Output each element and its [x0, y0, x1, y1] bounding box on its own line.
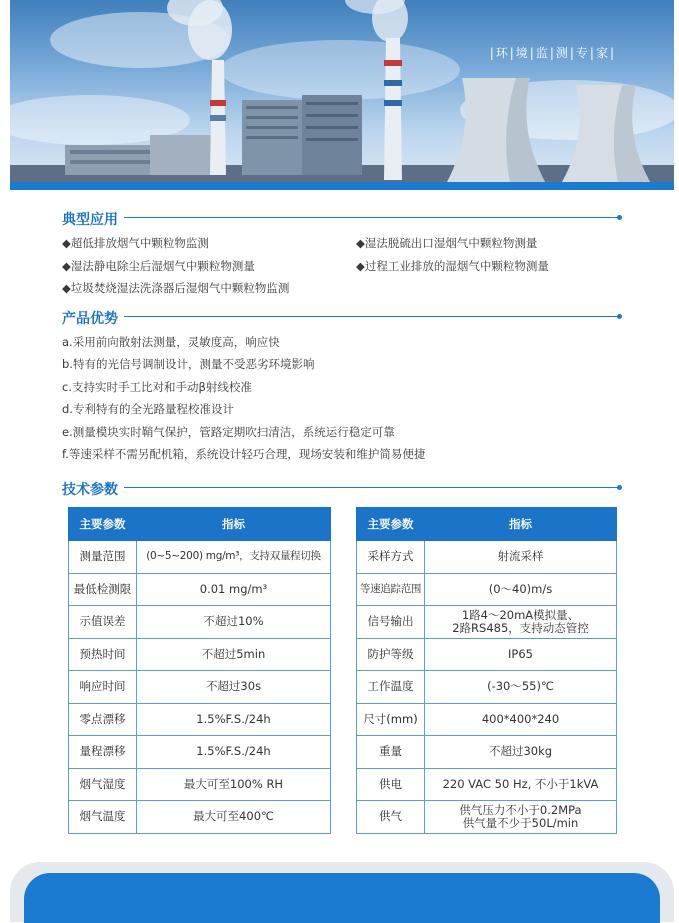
column-header: 指标	[137, 508, 331, 541]
table-row	[357, 736, 617, 769]
param-value-line: 供气压力不小于0.2MPa	[459, 802, 582, 817]
param-value: 1.5%F.S./24h	[137, 736, 331, 769]
param-name: 采样方式	[357, 541, 425, 574]
table-row	[357, 541, 617, 574]
table-row	[69, 573, 331, 606]
param-name: 供气	[357, 801, 425, 834]
advantage-item: c.支持实时手工比对和手动β射线校准	[62, 380, 252, 394]
param-value: 不超过10%	[137, 606, 331, 639]
param-value: 不超过5min	[137, 638, 331, 671]
column-header: 指标	[425, 508, 617, 541]
section-divider	[124, 316, 618, 317]
param-value-line: 2路RS485，支持动态管控	[452, 620, 589, 635]
param-value	[425, 801, 617, 834]
power-plant-illustration	[10, 0, 674, 190]
advantage-item: b.特有的光信号调制设计，测量不受恶劣环境影响	[62, 357, 315, 371]
param-value: (0~5~200) mg/m³，支持双量程切换	[137, 541, 331, 574]
table-row	[357, 703, 617, 736]
table-row	[69, 801, 331, 834]
param-name: 示值误差	[69, 606, 137, 639]
advantage-item: d.专利特有的全光路量程校准设计	[62, 402, 234, 416]
table-row	[357, 671, 617, 704]
param-name: 预热时间	[69, 638, 137, 671]
column-header: 主要参数	[69, 508, 137, 541]
param-name: 最低检测限	[69, 573, 137, 606]
param-name: 烟气温度	[69, 801, 137, 834]
banner-accent-bar	[10, 182, 674, 190]
param-value: (-30～55)℃	[425, 671, 617, 704]
param-name: 零点漂移	[69, 703, 137, 736]
param-value: 最大可至400℃	[137, 801, 331, 834]
param-name: 尺寸(mm)	[357, 703, 425, 736]
param-name: 信号输出	[357, 606, 425, 639]
spec-table-right	[356, 507, 617, 834]
table-row	[69, 736, 331, 769]
section-divider	[124, 487, 618, 488]
column-header: 主要参数	[357, 508, 425, 541]
section-divider-dot	[617, 314, 622, 319]
advantage-item: a.采用前向散射法测量，灵敏度高，响应快	[62, 335, 280, 349]
table-row	[69, 671, 331, 704]
section-divider	[124, 217, 618, 218]
param-value: 0.01 mg/m³	[137, 573, 331, 606]
param-value	[425, 606, 617, 639]
advantage-item: f.等速采样不需另配机箱，系统设计轻巧合理，现场安装和维护简易便捷	[62, 447, 426, 461]
banner-slogan: |环|境|监|测|专|家|	[489, 46, 616, 60]
table-row	[69, 638, 331, 671]
application-item: ◆湿法静电除尘后湿烟气中颗粒物测量	[62, 259, 255, 273]
param-name: 测量范围	[69, 541, 137, 574]
spec-table-left	[68, 507, 331, 834]
table-row	[357, 801, 617, 834]
table-row	[357, 638, 617, 671]
table-header-row	[357, 508, 617, 541]
param-name: 量程漂移	[69, 736, 137, 769]
param-value: 1.5%F.S./24h	[137, 703, 331, 736]
param-value-line: 供气量不少于50L/min	[462, 815, 579, 830]
advantage-item: e.测量模块实时鞘气保护，管路定期吹扫清洁，系统运行稳定可靠	[62, 425, 395, 439]
application-item: ◆过程工业排放的湿烟气中颗粒物测量	[356, 259, 549, 273]
table-row	[69, 768, 331, 801]
section-title-applications: 典型应用	[62, 212, 118, 228]
application-item: ◆湿法脱硫出口湿烟气中颗粒物测量	[356, 236, 538, 250]
param-name: 烟气湿度	[69, 768, 137, 801]
table-header-row	[69, 508, 331, 541]
param-value-line: 1路4～20mA模拟量、	[461, 607, 580, 622]
table-row	[69, 703, 331, 736]
table-row	[357, 768, 617, 801]
table-row	[69, 541, 331, 574]
param-value: 不超过30s	[137, 671, 331, 704]
table-row	[357, 606, 617, 639]
param-name: 工作温度	[357, 671, 425, 704]
param-name: 响应时间	[69, 671, 137, 704]
param-value: 220 VAC 50 Hz, 不小于1kVA	[425, 768, 617, 801]
section-title-advantages: 产品优势	[62, 311, 118, 327]
param-value: 射流采样	[425, 541, 617, 574]
param-name: 供电	[357, 768, 425, 801]
application-item: ◆垃圾焚烧湿法洗涤器后湿烟气中颗粒物监测	[62, 281, 290, 295]
section-title-specs: 技术参数	[62, 482, 118, 498]
param-value: 400*400*240	[425, 703, 617, 736]
application-item: ◆超低排放烟气中颗粒物监测	[62, 236, 209, 250]
param-name: 防护等级	[357, 638, 425, 671]
section-divider-dot	[617, 485, 622, 490]
param-value: 最大可至100% RH	[137, 768, 331, 801]
param-value: IP65	[425, 638, 617, 671]
param-value: (0～40)m/s	[425, 573, 617, 606]
param-name: 等速追踪范围	[357, 573, 425, 606]
table-row	[357, 573, 617, 606]
param-name: 重量	[357, 736, 425, 769]
header-banner	[10, 0, 674, 190]
footer-bar	[24, 873, 660, 923]
section-divider-dot	[617, 215, 622, 220]
param-value: 不超过30kg	[425, 736, 617, 769]
table-row	[69, 606, 331, 639]
